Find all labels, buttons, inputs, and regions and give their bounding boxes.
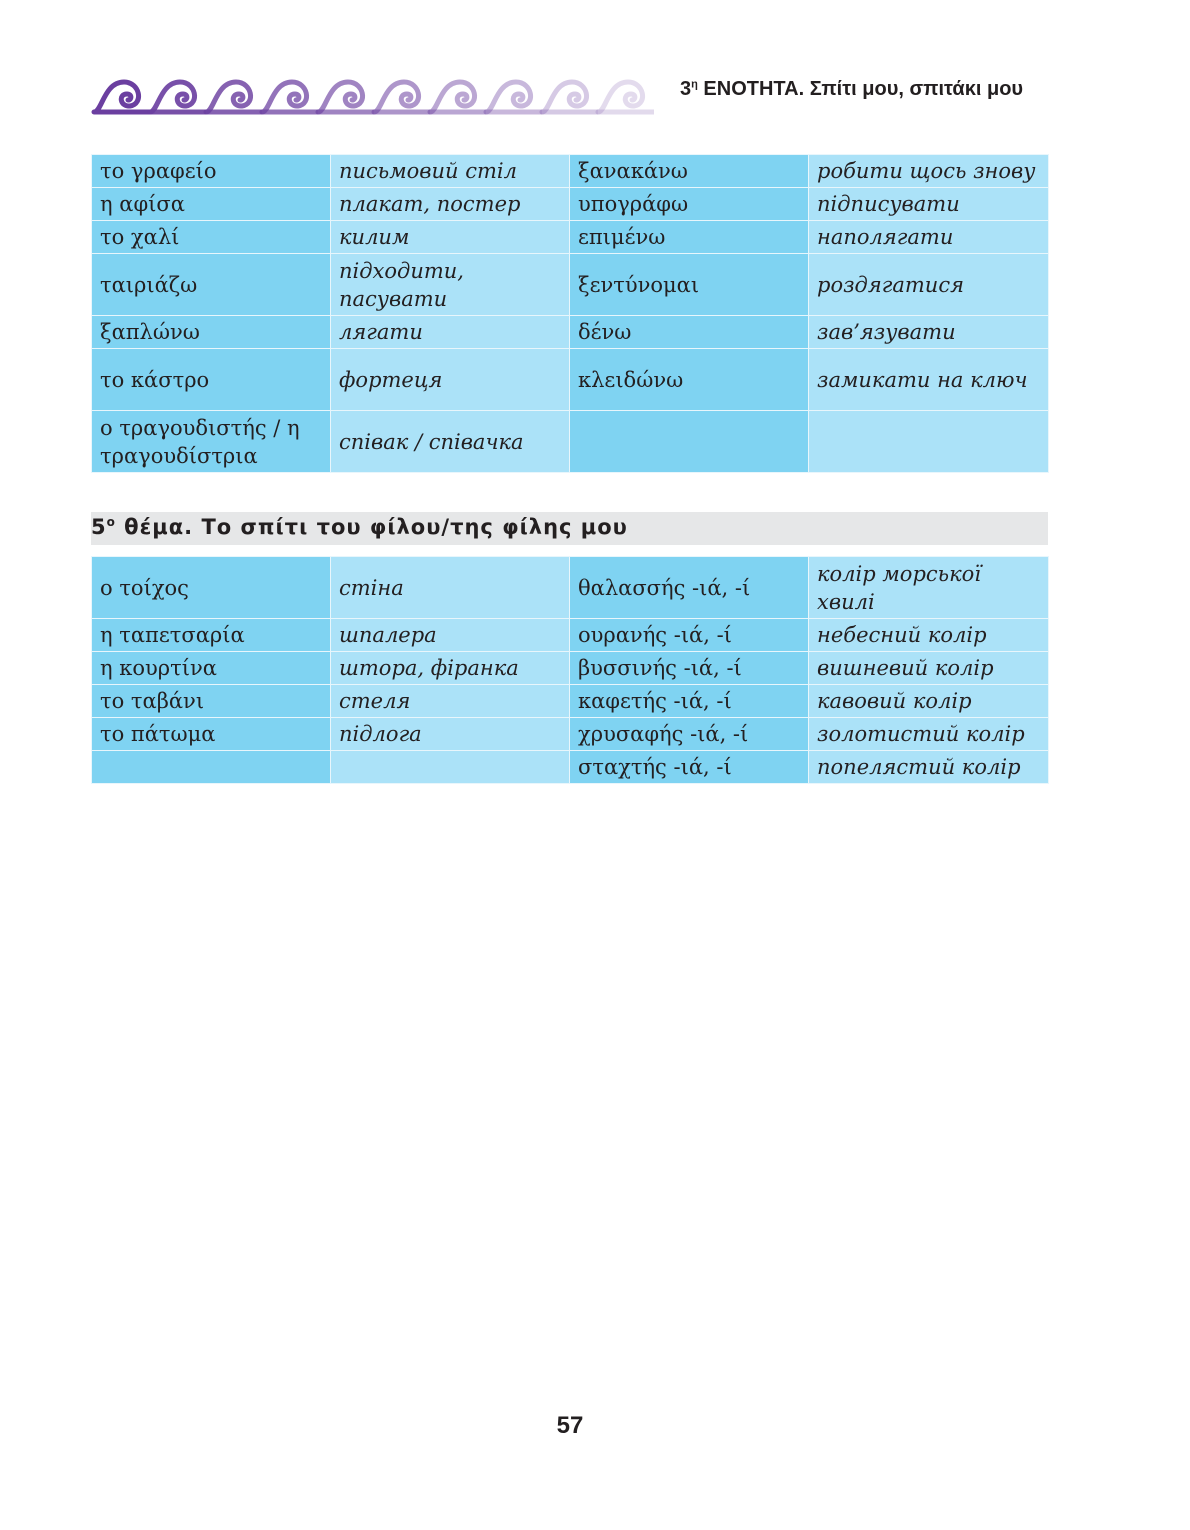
page-number: 57 <box>556 1412 584 1439</box>
unit-title <box>680 78 1060 101</box>
ukrainian-translation: наполягати <box>809 221 1049 254</box>
table-row <box>92 254 1049 316</box>
table-row <box>92 751 1049 784</box>
greek-word: το χαλί <box>92 221 331 254</box>
greek-word: ουρανής -ιά, -ί <box>570 619 809 652</box>
greek-word <box>92 751 331 784</box>
section-header <box>91 512 1048 545</box>
section-title-text: θέμα. Το σπίτι του φίλου/της φίλης μου <box>115 515 628 539</box>
unit-number: 3 <box>680 78 692 100</box>
greek-word: το πάτωμα <box>92 718 331 751</box>
vocabulary-table-1 <box>91 154 1049 473</box>
table-row <box>92 557 1049 619</box>
greek-word: ο τοίχος <box>92 557 331 619</box>
ukrainian-translation: письмовий стіл <box>331 155 570 188</box>
wave-spiral <box>150 82 195 112</box>
greek-word: υπογράφω <box>570 188 809 221</box>
wave-spiral <box>430 82 475 112</box>
ukrainian-translation: шпалера <box>331 619 570 652</box>
ukrainian-translation: стіна <box>331 557 570 619</box>
ukrainian-translation: фортеця <box>331 349 570 411</box>
ukrainian-translation: підлога <box>331 718 570 751</box>
greek-word: κλειδώνω <box>570 349 809 411</box>
ukrainian-translation <box>809 411 1049 473</box>
ukrainian-translation: попелястий колір <box>809 751 1049 784</box>
vocabulary-table-2 <box>91 556 1049 784</box>
ukrainian-translation: підходити, пасувати <box>331 254 570 316</box>
greek-word: το γραφείο <box>92 155 331 188</box>
greek-word: επιμένω <box>570 221 809 254</box>
ukrainian-translation: золотистий колір <box>809 718 1049 751</box>
table-row <box>92 188 1049 221</box>
greek-word: ξαπλώνω <box>92 316 331 349</box>
wave-spiral <box>262 82 307 112</box>
greek-word <box>570 411 809 473</box>
table-row <box>92 411 1049 473</box>
table-row <box>92 619 1049 652</box>
table-row <box>92 155 1049 188</box>
ukrainian-translation: замикати на ключ <box>809 349 1049 411</box>
greek-word: ξανακάνω <box>570 155 809 188</box>
wave-spiral <box>598 82 643 112</box>
greek-word: βυσσινής -ιά, -ί <box>570 652 809 685</box>
ukrainian-translation: стеля <box>331 685 570 718</box>
wave-spiral <box>206 82 251 112</box>
ukrainian-translation <box>331 751 570 784</box>
table-row <box>92 685 1049 718</box>
ukrainian-translation: небесний колір <box>809 619 1049 652</box>
wave-ornament-icon <box>90 74 660 118</box>
ukrainian-translation: штора, фіранка <box>331 652 570 685</box>
table-row <box>92 349 1049 411</box>
greek-word: σταχτής -ιά, -ί <box>570 751 809 784</box>
ukrainian-translation: вишневий колір <box>809 652 1049 685</box>
wave-spiral <box>318 82 363 112</box>
ukrainian-translation: підписувати <box>809 188 1049 221</box>
ukrainian-translation: зав’язувати <box>809 316 1049 349</box>
table-row <box>92 221 1049 254</box>
greek-word: η ταπετσαρία <box>92 619 331 652</box>
wave-spiral <box>542 82 587 112</box>
wave-spiral <box>94 82 139 112</box>
wave-spiral <box>486 82 531 112</box>
ukrainian-translation: роздягатися <box>809 254 1049 316</box>
greek-word: ταιριάζω <box>92 254 331 316</box>
greek-word: καφετής -ιά, -ί <box>570 685 809 718</box>
greek-word: το ταβάνι <box>92 685 331 718</box>
ukrainian-translation: кавовий колір <box>809 685 1049 718</box>
ukrainian-translation: килим <box>331 221 570 254</box>
section-number-sup: ο <box>106 515 116 529</box>
greek-word: η κουρτίνα <box>92 652 331 685</box>
table-row <box>92 316 1049 349</box>
table-row <box>92 652 1049 685</box>
table-row <box>92 718 1049 751</box>
ukrainian-translation: плакат, постер <box>331 188 570 221</box>
section-number: 5 <box>91 515 107 539</box>
greek-word: η αφίσα <box>92 188 331 221</box>
greek-word: χρυσαφής -ιά, -ί <box>570 718 809 751</box>
greek-word: ο τραγουδιστής / η τραγουδίστρια <box>92 411 331 473</box>
greek-word: ξεντύνομαι <box>570 254 809 316</box>
wave-spiral <box>374 82 419 112</box>
greek-word: δένω <box>570 316 809 349</box>
ukrainian-translation: колір морської хвилі <box>809 557 1049 619</box>
ukrainian-translation: лягати <box>331 316 570 349</box>
greek-word: το κάστρο <box>92 349 331 411</box>
ukrainian-translation: співак / співачка <box>331 411 570 473</box>
unit-number-sup: η <box>691 78 698 91</box>
greek-word: θαλασσής -ιά, -ί <box>570 557 809 619</box>
section-title <box>91 515 628 539</box>
unit-title-text: ΕΝΟΤΗΤΑ. Σπίτι μου, σπιτάκι μου <box>703 78 1024 100</box>
ukrainian-translation: робити щось знову <box>809 155 1049 188</box>
